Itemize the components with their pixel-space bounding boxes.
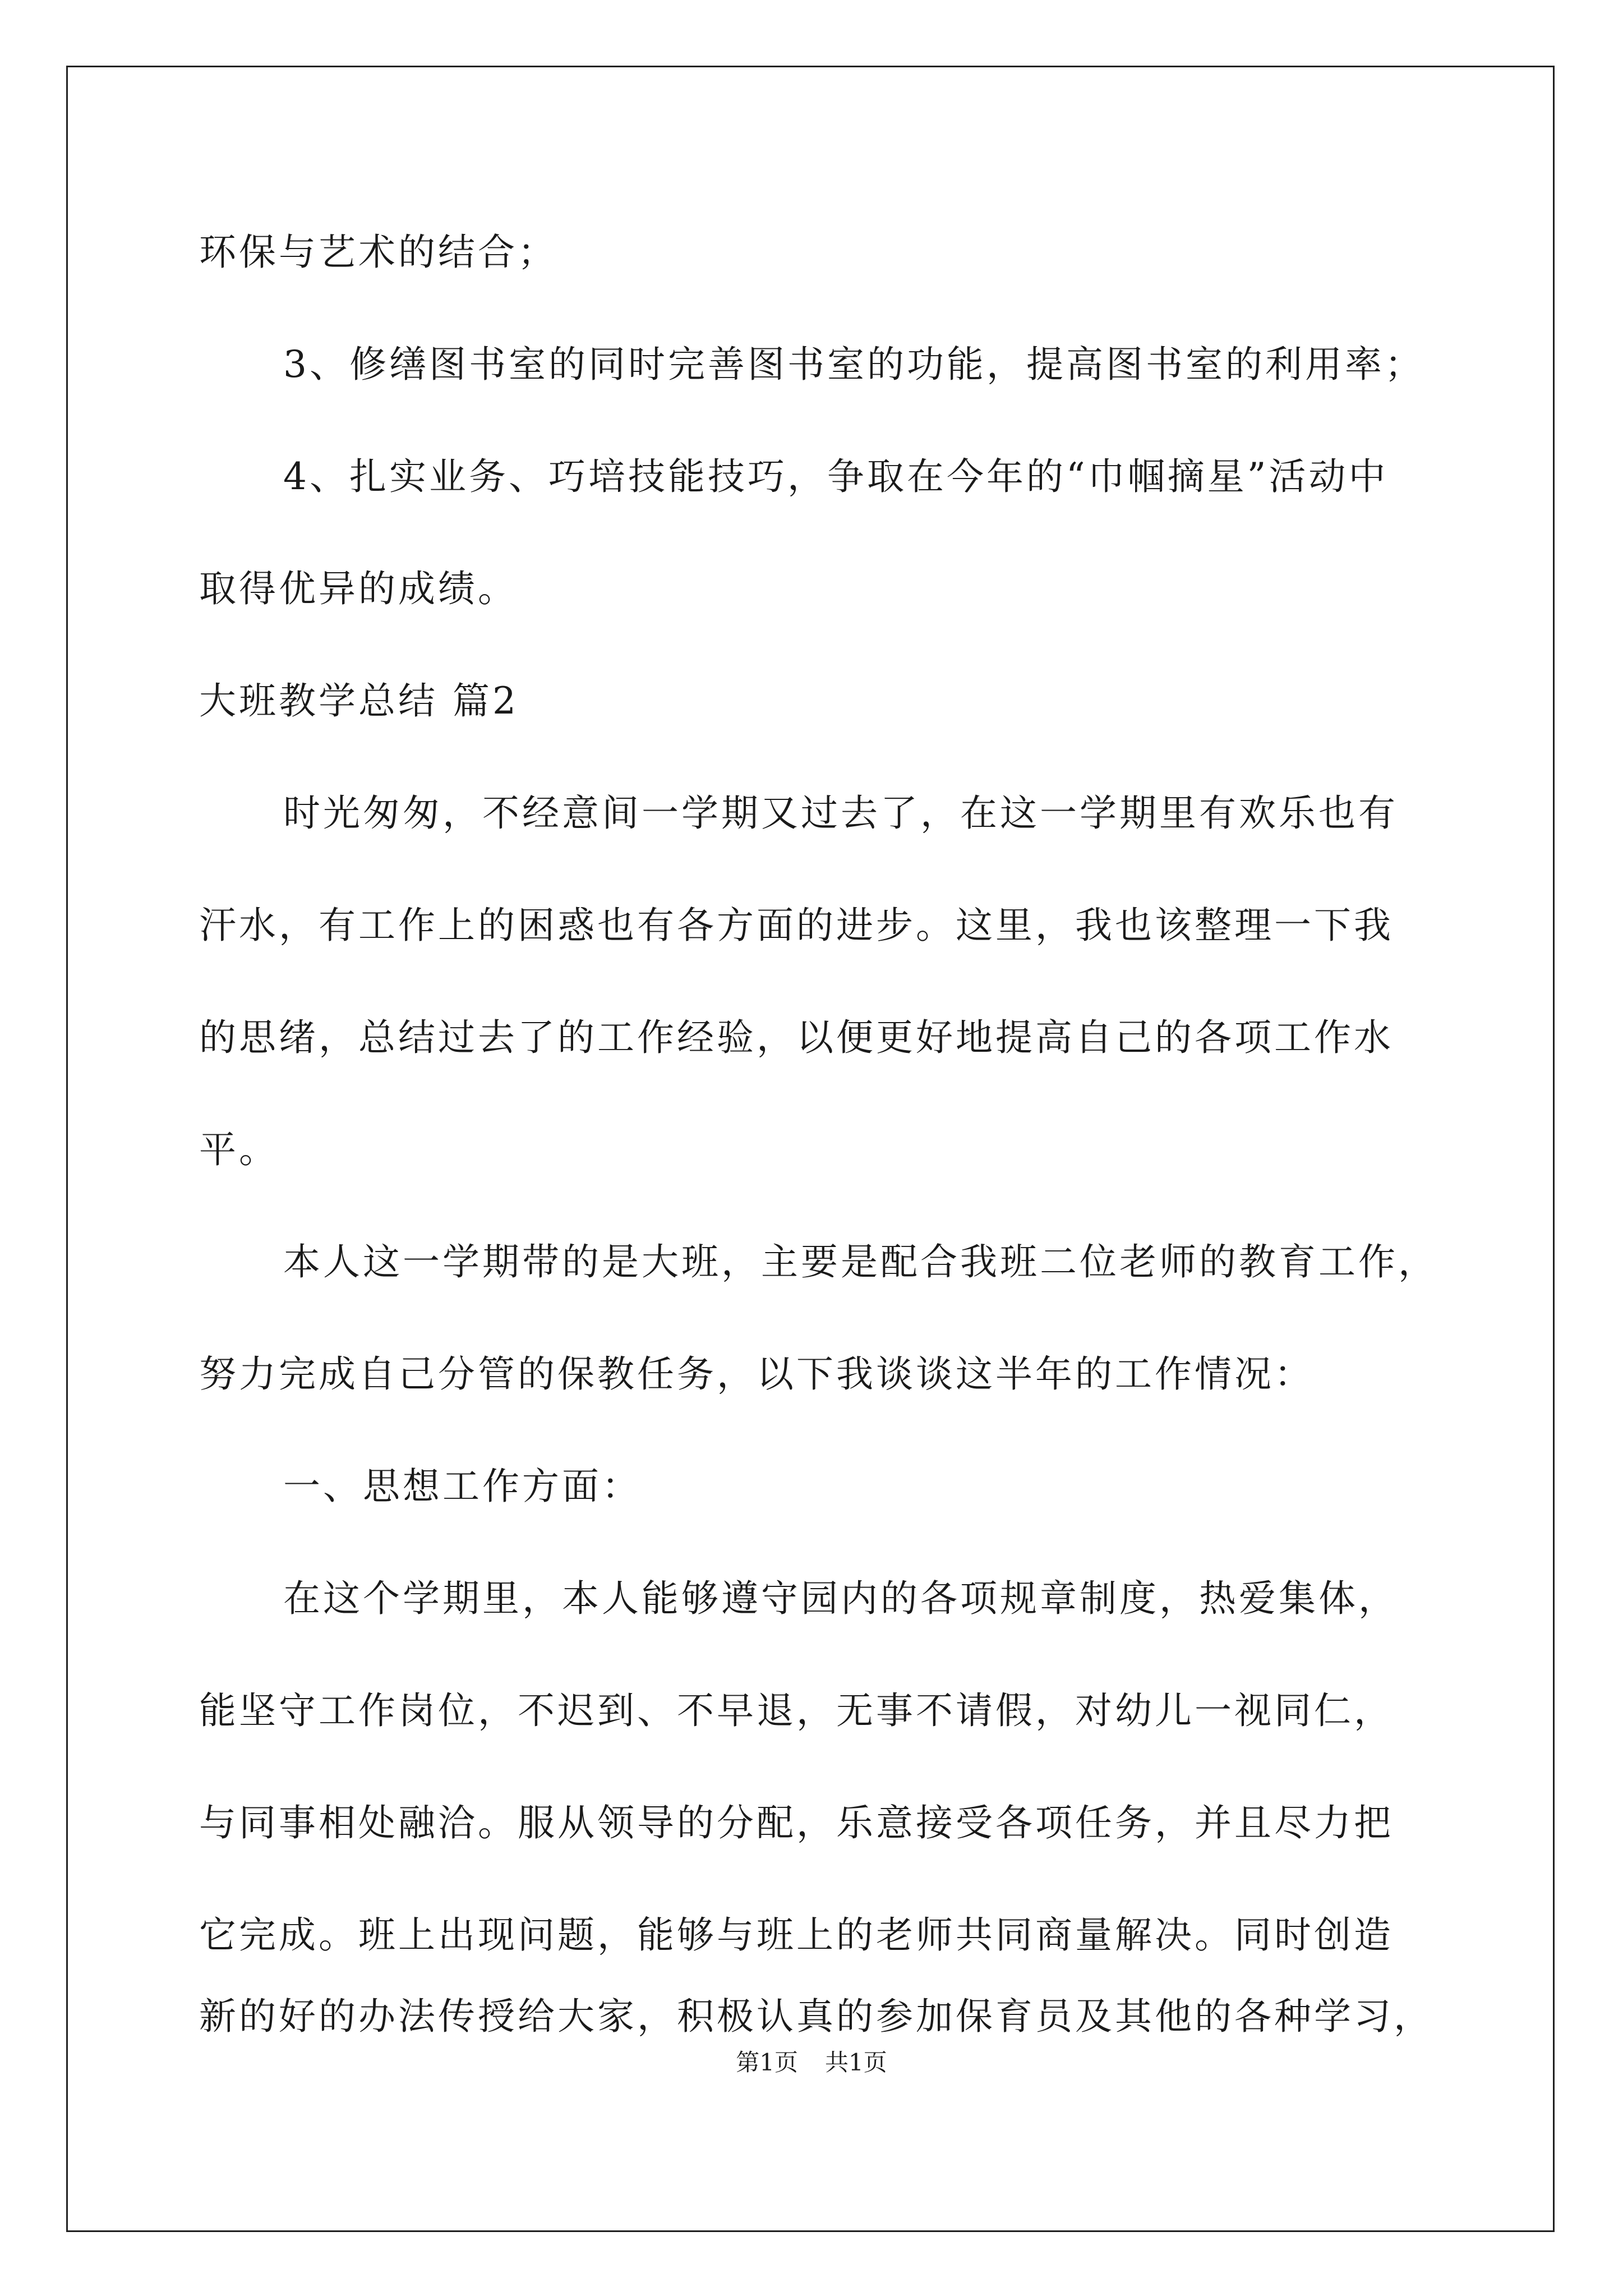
section-heading: 大班教学总结 篇2 [199, 679, 519, 723]
text-line: 汗水，有工作上的困惑也有各方面的进步。这里，我也该整理一下我 [199, 904, 1394, 947]
text-line: 努力完成自己分管的保教任务，以下我谈谈这半年的工作情况： [199, 1352, 1314, 1396]
text-line: 本人这一学期带的是大班，主要是配合我班二位老师的教育工作， [283, 1240, 1438, 1283]
text-line: 平。 [199, 1128, 279, 1171]
page-footer [0, 2049, 1623, 2077]
text-line: 4、扎实业务、巧培技能技巧，争取在今年的“巾帼摘星”活动中 [283, 455, 1389, 498]
text-line: 能坚守工作岗位，不迟到、不早退，无事不请假，对幼儿一视同仁， [199, 1689, 1394, 1732]
page-total: 共1页 [825, 2049, 887, 2076]
text-line: 3、修缮图书室的同时完善图书室的功能，提高图书室的利用率； [283, 343, 1424, 386]
text-line: 新的好的办法传授给大家，积极认真的参加保育员及其他的各种学习， [199, 1995, 1433, 2038]
text-line: 在这个学期里，本人能够遵守园内的各项规章制度，热爱集体， [283, 1577, 1398, 1620]
text-line: 它完成。班上出现问题，能够与班上的老师共同商量解决。同时创造 [199, 1913, 1394, 1957]
text-line: 的思绪，总结过去了的工作经验，以便更好地提高自己的各项工作水 [199, 1016, 1394, 1059]
page-number: 第1页 [736, 2049, 798, 2076]
subheading: 一、思想工作方面： [283, 1465, 642, 1508]
text-line: 与同事相处融洽。服从领导的分配，乐意接受各项任务，并且尽力把 [199, 1801, 1394, 1844]
text-line: 取得优异的成绩。 [199, 567, 518, 610]
page-border [66, 66, 1555, 2232]
text-line: 时光匆匆，不经意间一学期又过去了，在这一学期里有欢乐也有 [283, 792, 1398, 835]
text-line: 环保与艺术的结合； [199, 231, 557, 274]
